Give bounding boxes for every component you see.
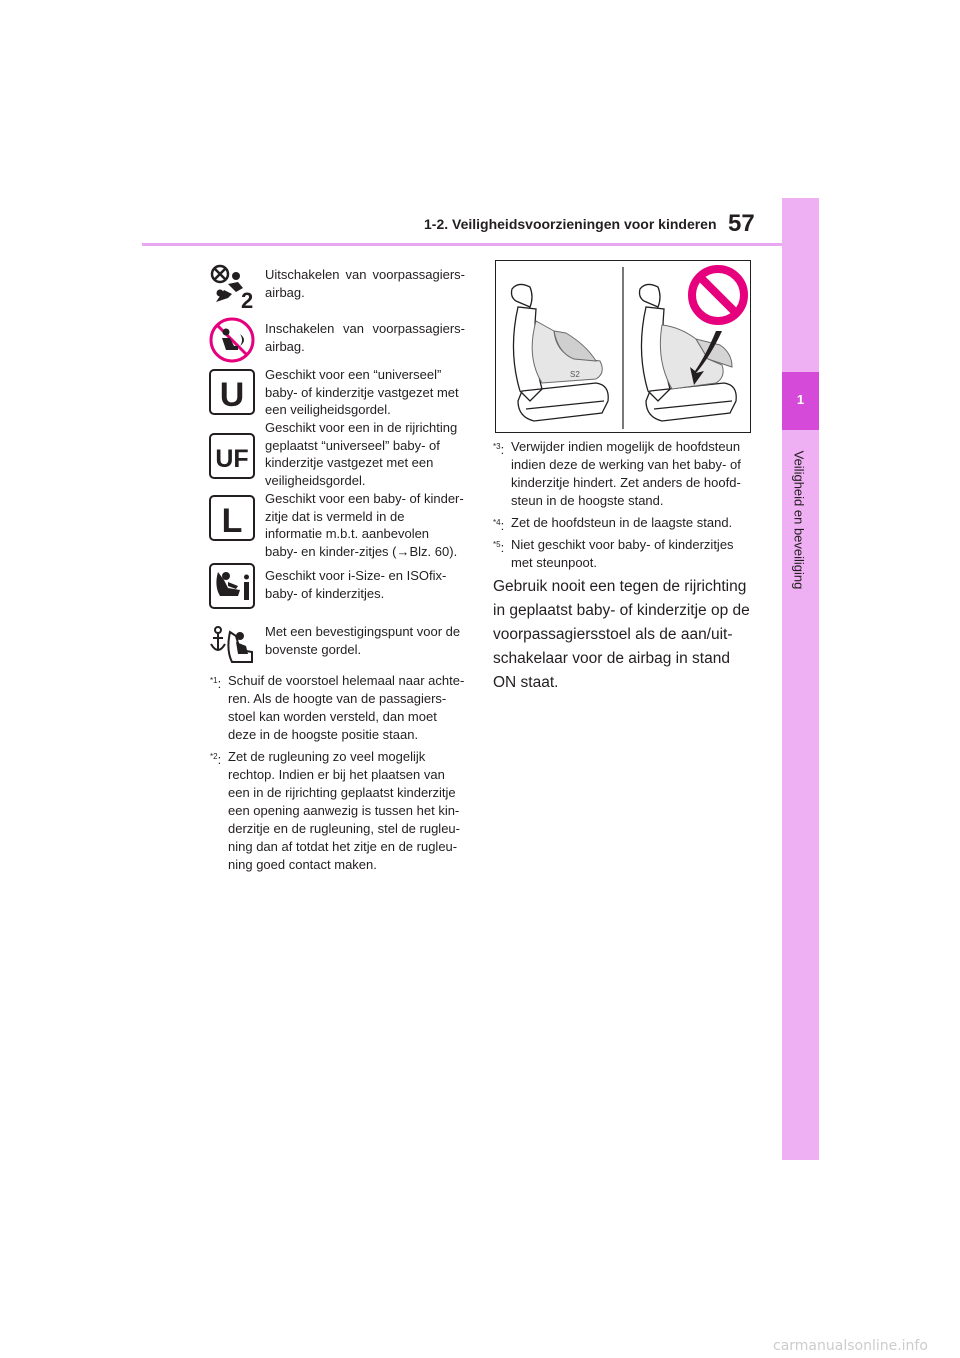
rear-facing-child-seat <box>532 321 602 383</box>
symbol-desc-top-tether: Met een bevestigingspunt voor de bovenste gordel. <box>265 624 461 657</box>
svg-text:2: 2 <box>241 288 254 310</box>
airbag-off-icon <box>208 262 256 310</box>
svg-text:U: U <box>219 376 245 414</box>
symbol-desc-airbag-on: Inschakelen van voorpassagiers-airbag. <box>265 321 465 354</box>
footnote-text: Zet de rugleuning zo veel mogelijk rechtop. Indien er bij het plaatsen van een in de rijrichting geplaatst kinderzitje een opening aanwezig is tussen het kin-derzitje en de rugleuning, stel de rugleu-ning dan af totdat het zitje en de rugleu-ning goed contact maken. <box>228 749 460 872</box>
chapter-label: Veiligheid en beveiliging <box>791 450 807 590</box>
page-reference-link[interactable]: Blz. 60). <box>409 543 458 559</box>
footnote-text: Niet geschikt voor baby- of kinderzitjes met steunpoot. <box>511 537 734 570</box>
footnote-marker: $^{*2}$: <box>210 752 222 767</box>
symbol-desc-universal: Geschikt voor een “universeel” baby- of kinderzitje vastgezet met een veiligheidsgordel. <box>265 367 459 417</box>
footnote-marker: $^{*4}$: <box>493 518 505 533</box>
watermark: carmanualsonline.info <box>773 1338 928 1354</box>
svg-text:L: L <box>221 502 243 540</box>
page-number: 57 <box>728 210 755 237</box>
prohibition-icon <box>692 269 744 321</box>
warning-paragraph: Gebruik nooit een tegen de rijrichting in geplaatst baby- of kinderzitje op de voorpassagiersstoel als de aan/uit-schakelaar voor de airbag in stand ON staat. <box>493 578 750 691</box>
symbol-desc-airbag-off: Uitschakelen van voorpassagiers-airbag. <box>265 267 465 300</box>
footnote-text: Zet de hoofdsteun in de laagste stand. <box>511 515 733 530</box>
symbol-desc-isofix: Geschikt voor i-Size- en ISOfix-baby- of kinderzitjes. <box>265 568 447 601</box>
child-seat-illustration <box>495 260 751 433</box>
symbol-desc-universal-forward: Geschikt voor een in de rijrichting geplaatst “universeel” baby- of kinderzitje vastgezet met een veiligheidsgordel. <box>265 420 458 488</box>
footnote-text: Verwijder indien mogelijk de hoofdsteun indien deze de werking van het baby- of kinderzitje hindert. Zet anders de hoofd-steun in de hoogste stand. <box>511 439 741 508</box>
uf-symbol-icon <box>208 432 256 480</box>
footnote-marker: $^{*3}$: <box>493 442 505 457</box>
airbag-on-icon <box>208 316 256 364</box>
svg-text:S2: S2 <box>570 370 580 379</box>
u-symbol-icon <box>208 368 256 416</box>
l-symbol-icon <box>208 494 256 542</box>
svg-text:UF: UF <box>215 445 249 473</box>
chapter-marker <box>782 372 819 430</box>
footnote-marker: $^{*5}$: <box>493 540 505 555</box>
side-chapter-tab <box>782 198 819 1160</box>
header-rule <box>142 243 782 246</box>
top-tether-icon <box>208 620 256 668</box>
isofix-seat-icon <box>208 562 256 610</box>
footnote-marker: $^{*1}$: <box>210 676 222 691</box>
running-header: 1-2. Veiligheidsvoorzieningen voor kinderen <box>424 216 717 232</box>
footnote-text: Schuif de voorstoel helemaal naar achte-ren. Als de hoogte van de passagiers-stoel kan worden versteld, dan moet deze in de hoogste positie staan. <box>228 673 465 742</box>
symbol-desc-listed-seat-text: Geschikt voor een baby- of kinder-zitje dat is vermeld in de informatie m.b.t. aanbevolen baby- en kinder-zitjes ( <box>265 491 464 559</box>
chapter-number: 1 <box>796 392 805 407</box>
symbol-desc-listed-seat <box>265 490 465 560</box>
arrow-glyph: → <box>396 543 410 559</box>
